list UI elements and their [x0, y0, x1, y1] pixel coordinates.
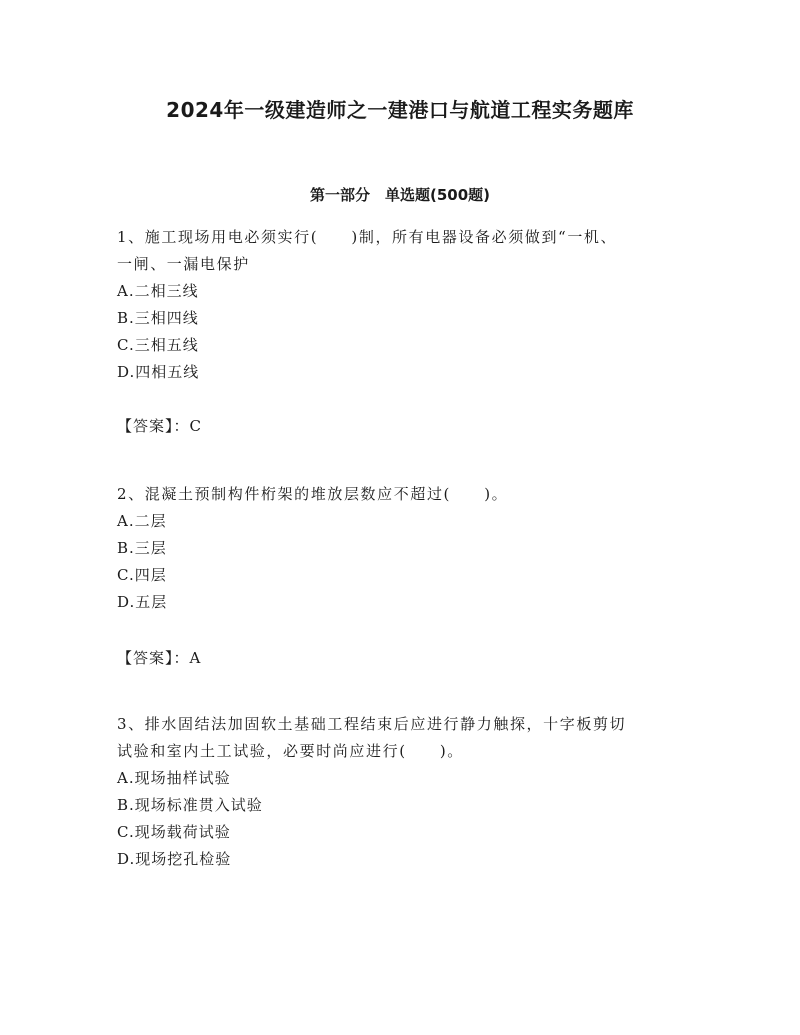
question-stem-line: 2、混凝土预制构件桁架的堆放层数应不超过( )。: [117, 485, 509, 503]
question-stem-line: 3、排水固结法加固软土基础工程结束后应进行静力触探，十字板剪切: [117, 715, 627, 733]
question-2-answer: 【答案】：A: [117, 649, 202, 667]
option-c: C.四层: [117, 566, 167, 584]
question-stem-line: 一闸、一漏电保护: [117, 255, 250, 273]
question-1: [117, 224, 697, 386]
option-a: A.二相三线: [117, 282, 199, 300]
option-d: D.四相五线: [117, 363, 200, 381]
option-c: C.三相五线: [117, 336, 199, 354]
question-2-stem: [117, 481, 697, 508]
option-b: B.三相四线: [117, 309, 199, 327]
section-heading: 第一部分 单选题(500题): [309, 186, 491, 204]
question-1-answer: 【答案】：C: [117, 417, 202, 435]
option-b: B.现场标准贯入试验: [117, 796, 263, 814]
question-stem-line: 1、施工现场用电必须实行( )制，所有电器设备必须做到“一机、: [117, 228, 618, 246]
option-a: A.现场抽样试验: [117, 769, 231, 787]
option-b: B.三层: [117, 539, 167, 557]
question-2: [117, 481, 697, 616]
document-title: 2024年一级建造师之一建港口与航道工程实务题库: [166, 98, 634, 122]
question-3: [117, 711, 697, 873]
option-a: A.二层: [117, 512, 167, 530]
option-d: D.五层: [117, 593, 168, 611]
question-1-stem: [117, 224, 697, 278]
option-c: C.现场载荷试验: [117, 823, 231, 841]
question-stem-line: 试验和室内土工试验，必要时尚应进行( )。: [117, 742, 464, 760]
question-3-stem: [117, 711, 697, 765]
option-d: D.现场挖孔检验: [117, 850, 232, 868]
